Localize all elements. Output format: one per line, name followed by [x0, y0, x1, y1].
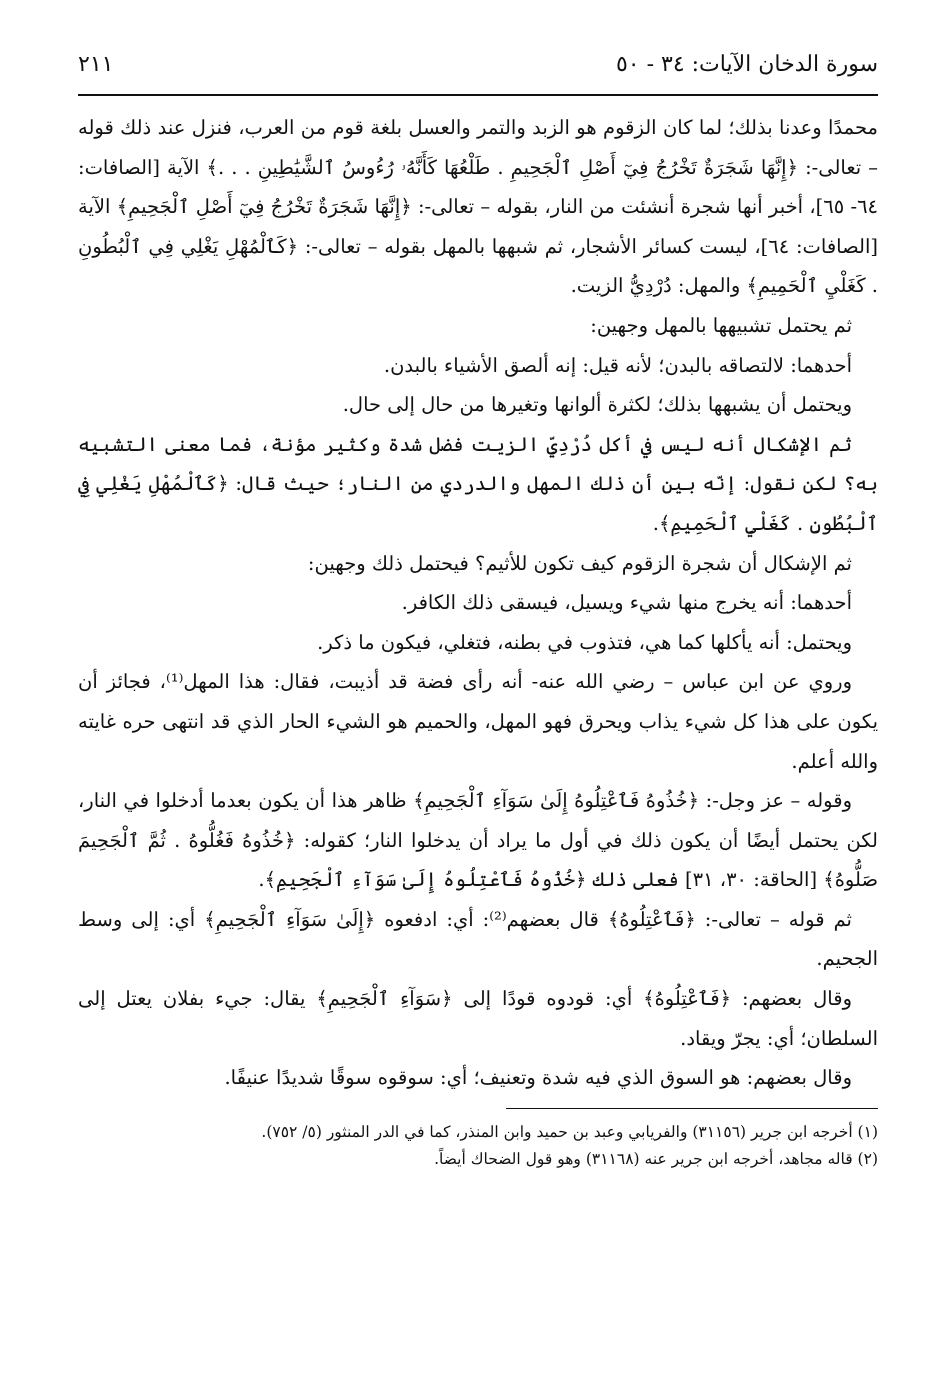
- paragraph: ويحتمل: أنه يأكلها كما هي، فتذوب في بطنه، فتغلي، فيكون ما ذكر.: [317, 630, 852, 654]
- footnote: (١) أخرجه ابن جرير (٣١١٥٦) والفريابي وعبد بن حميد وابن المنذر، كما في الدر المنثور (٥/ ٧٥٢).: [261, 1122, 878, 1141]
- page-number: ٢١١: [78, 52, 114, 77]
- paragraph: أحدهما: أنه يخرج منها شيء ويسيل، فيسقى ذلك الكافر.: [401, 591, 852, 615]
- paragraph: وقوله – عز وجل-: ﴿خُذُوهُ فَٱعْتِلُوهُ إِلَىٰ سَوَآءِ ٱلْجَحِيمِ﴾ ظاهر هذا أن يكون بعدما أدخلوا في النار، لكن يحتمل أيضًا أن يكون ذلك في أول ما يراد أن يدخلوا النار؛ كقوله: ﴿خُذُوهُ فَغُلُّوهُ . ثُمَّ ٱلْجَحِيمَ صَلُّوهُ﴾ [الحاقة: ٣٠، ٣١] فعلى ذلك ﴿خُذُوهُ فَٱعْتِلُوهُ إِلَىٰ سَوَآءِ ٱلْجَحِيمِ﴾.: [78, 789, 878, 892]
- paragraph: ثم يحتمل تشبيهها بالمهل وجهين:: [590, 313, 852, 337]
- page-header: [78, 52, 878, 92]
- paragraph: وقال بعضهم: هو السوق الذي فيه شدة وتعنيف؛ أي: سوقوه سوقًا شديدًا عنيفًا.: [224, 1066, 852, 1090]
- footnote: (٢) قاله مجاهد، أخرجه ابن جرير عنه (٣١١٦٨) وهو قول الضحاك أيضاً.: [434, 1149, 878, 1168]
- running-title: سورة الدخان الآيات: ٣٤ - ٥٠: [615, 52, 878, 77]
- paragraph: وروي عن ابن عباس – رضي الله عنه- أنه رأى فضة قد أذيبت، فقال: هذا المهل⁽¹⁾، فجائز أن يكون على هذا كل شيء يذاب ويحرق فهو المهل، والحميم هو الشيء الحار الذي قد انتهى حره غايته والله أعلم.: [78, 670, 878, 773]
- paragraph: ويحتمل أن يشبهها بذلك؛ لكثرة ألوانها وتغيرها من حال إلى حال.: [342, 393, 852, 417]
- footnote-rule: [506, 1108, 878, 1109]
- paragraph: ثم الإشكال أنه ليس في أكل دُرْدِيِّ الزيت فضل شدة وكثير مؤنة، فما معنى التشبيه به؟ لكن نقول: إنّه بين أن ذلك المهل والدردي من النار؛ حيث قال: ﴿كَٱلْمُهْلِ يَغْلِي فِي ٱلْبُطُونِ . كَغَلْيِ ٱلْحَمِيمِ﴾.: [78, 432, 878, 535]
- footnotes: [78, 1119, 878, 1173]
- page: [78, 52, 878, 1173]
- paragraph: ثم الإشكال أن شجرة الزقوم كيف تكون للأثيم؟ فيحتمل ذلك وجهين:: [307, 551, 852, 575]
- paragraph: محمدًا وعدنا بذلك؛ لما كان الزقوم هو الزبد والتمر والعسل بلغة قوم من العرب، فنزل عند ذلك قوله – تعالى-: ﴿إِنَّهَا شَجَرَةٌ تَخْرُجُ فِيٓ أَصْلِ ٱلْجَحِيمِ . طَلْعُهَا كَأَنَّهُۥ رُءُوسُ ٱلشَّيَٰطِينِ . . .﴾ الآية [الصافات: ٦٤- ٦٥]، أخبر أنها شجرة أنشئت من النار، بقوله – تعالى-: ﴿إِنَّهَا شَجَرَةٌ تَخْرُجُ فِيٓ أَصْلِ ٱلْجَحِيمِ﴾ الآية [الصافات: ٦٤]، ليست كسائر الأشجار، ثم شبهها بالمهل بقوله – تعالى-: ﴿كَٱلْمُهْلِ يَغْلِي فِي ٱلْبُطُونِ . كَغَلْيِ ٱلْحَمِيمِ﴾ والمهل: دُرْدِيُّ الزيت.: [78, 116, 879, 298]
- main-text: [78, 108, 878, 1098]
- paragraph: وقال بعضهم: ﴿فَٱعْتِلُوهُ﴾ أي: قودوه قودًا إلى ﴿سَوَآءِ ٱلْجَحِيمِ﴾ يقال: جيء بفلان يعتل إلى السلطان؛ أي: يجرّ ويقاد.: [78, 987, 878, 1050]
- header-rule: [78, 94, 878, 96]
- paragraph: أحدهما: لالتصاقه بالبدن؛ لأنه قيل: إنه ألصق الأشياء بالبدن.: [383, 353, 852, 377]
- paragraph: ثم قوله – تعالى-: ﴿فَٱعْتِلُوهُ﴾ قال بعضهم⁽²⁾: أي: ادفعوه ﴿إِلَىٰ سَوَآءِ ٱلْجَحِيمِ﴾ أي: إلى وسط الجحيم.: [78, 907, 878, 971]
